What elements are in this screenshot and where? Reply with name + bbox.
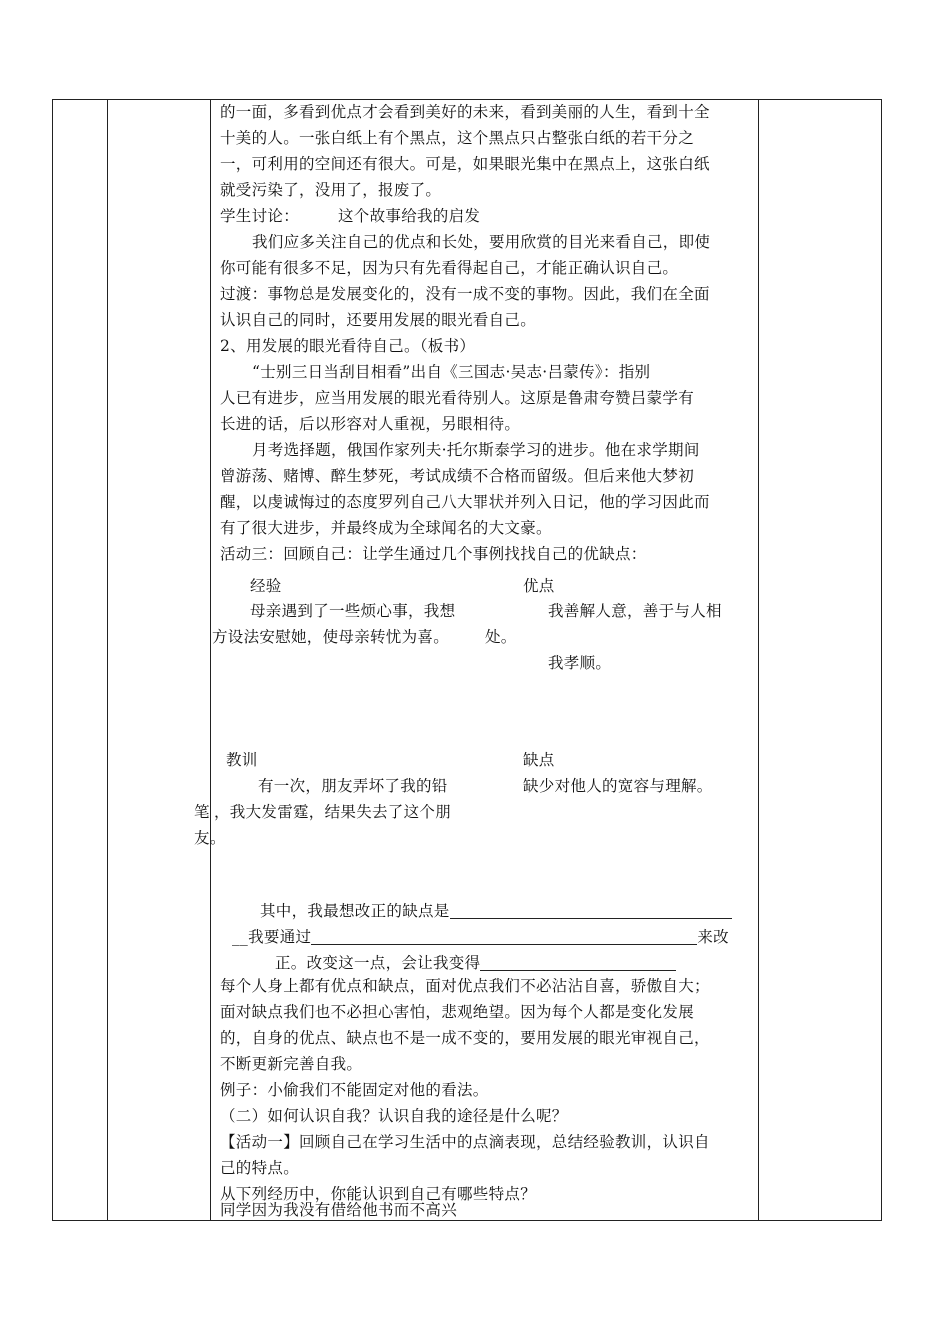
text-line: 面对缺点我们也不必担心害怕，悲观绝望。因为每个人都是变化发展 xyxy=(220,1003,695,1021)
fill-blank-prompt: __我要通过 来改 xyxy=(232,928,729,946)
experience-label: 经验 xyxy=(250,577,282,595)
lesson-text: 有一次，朋友弄坏了我的铅 xyxy=(258,777,448,795)
text-line: 不断更新完善自我。 xyxy=(220,1055,363,1073)
fill-blank-prompt: 其中，我最想改正的缺点是 xyxy=(260,898,732,924)
text-line: 认识自己的同时，还要用发展的眼光看自己。 xyxy=(220,311,537,329)
text-line: 学生讨论： xyxy=(220,207,300,225)
experience-text: 方设法安慰她，使母亲转忧为喜。 xyxy=(212,628,450,646)
merit-text: 处。 xyxy=(485,628,517,646)
text-line: 有了很大进步，并最终成为全球闻名的大文豪。 xyxy=(220,519,552,537)
text-line: 醒，以虔诚悔过的态度罗列自己八大罪状并列入日记，他的学习因此而 xyxy=(220,493,710,511)
lesson-text: 友 xyxy=(194,829,210,847)
answer-blank[interactable] xyxy=(450,900,732,919)
answer-blank[interactable] xyxy=(480,952,676,971)
text-line: 人已有进步，应当用发展的眼光看待别人。这原是鲁肃夸赞吕蒙学有 xyxy=(220,389,695,407)
text-line: 你可能有很多不足，因为只有先看得起自己，才能正确认识自己。 xyxy=(220,259,679,277)
lesson-text: 。 xyxy=(210,829,226,847)
answer-blank[interactable] xyxy=(311,926,697,945)
text-line: 就受污染了，没用了，报废了。 xyxy=(220,181,442,199)
text-line: 过渡：事物总是发展变化的，没有一成不变的事物。因此，我们在全面 xyxy=(220,285,710,303)
merit-text: 我善解人意，善于与人相 xyxy=(548,602,722,620)
column-divider xyxy=(107,100,108,1220)
text-line: “士别三日当刮目相看”出自《三国志·吴志·吕蒙传》：指别 xyxy=(252,363,651,381)
text-line: （二）如何认识自我？认识自我的途径是什么呢？ xyxy=(220,1107,568,1125)
column-divider xyxy=(210,100,211,1220)
text-line: 长进的话，后以形容对人重视，另眼相待。 xyxy=(220,415,521,433)
lesson-text: ，我大发雷霆，结果失去了这个朋 xyxy=(214,803,452,821)
lesson-label: 教训 xyxy=(226,751,258,769)
fault-text: 缺少对他人的宽容与理解。 xyxy=(523,777,713,795)
experience-text: 母亲遇到了一些烦心事，我想 xyxy=(250,602,456,620)
text-line: 每个人身上都有优点和缺点，面对优点我们不必沾沾自喜，骄傲自大； xyxy=(220,977,710,995)
text-line: 一，可利用的空间还有很大。可是，如果眼光集中在黑点上，这张白纸 xyxy=(220,155,710,173)
text-line: 活动三：回顾自己：让学生通过几个事例找找自己的优缺点： xyxy=(220,545,647,563)
fault-label: 缺点 xyxy=(523,751,555,769)
lesson-text: 笔 xyxy=(194,803,210,821)
text-line: 例子：小偷我们不能固定对他的看法。 xyxy=(220,1081,489,1099)
text-line: 2、用发展的眼光看待自己。（板书） xyxy=(220,337,476,355)
text-line: 十美的人。一张白纸上有个黑点，这个黑点只占整张白纸的若干分之 xyxy=(220,129,695,147)
text-line: 这个故事给我的启发 xyxy=(338,207,481,225)
text-line: 从下列经历中，你能认识到自己有哪些特点？ xyxy=(220,1185,537,1203)
fill-blank-prompt: 正。改变这一点，会让我变得 xyxy=(275,950,676,976)
text-line: 我们应多关注自己的优点和长处，要用欣赏的目光来看自己，即使 xyxy=(252,233,711,251)
column-divider xyxy=(758,100,759,1220)
merit-text: 我孝顺。 xyxy=(548,654,612,672)
text-line: 月考选择题，俄国作家列夫·托尔斯泰学习的进步。他在求学期间 xyxy=(252,441,700,459)
text-line: 同学因为我没有借给他书而不高兴 xyxy=(220,1201,458,1219)
text-line: 曾游荡、赌博、醉生梦死，考试成绩不合格而留级。但后来他大梦初 xyxy=(220,467,695,485)
text-line: 己的特点。 xyxy=(220,1159,300,1177)
merit-label: 优点 xyxy=(523,577,555,595)
text-line: 的，自身的优点、缺点也不是一成不变的，要用发展的眼光审视自己， xyxy=(220,1029,710,1047)
text-line: 【活动一】回顾自己在学习生活中的点滴表现，总结经验教训，认识自 xyxy=(220,1133,710,1151)
text-line: 的一面，多看到优点才会看到美好的未来，看到美丽的人生，看到十全 xyxy=(220,103,710,121)
